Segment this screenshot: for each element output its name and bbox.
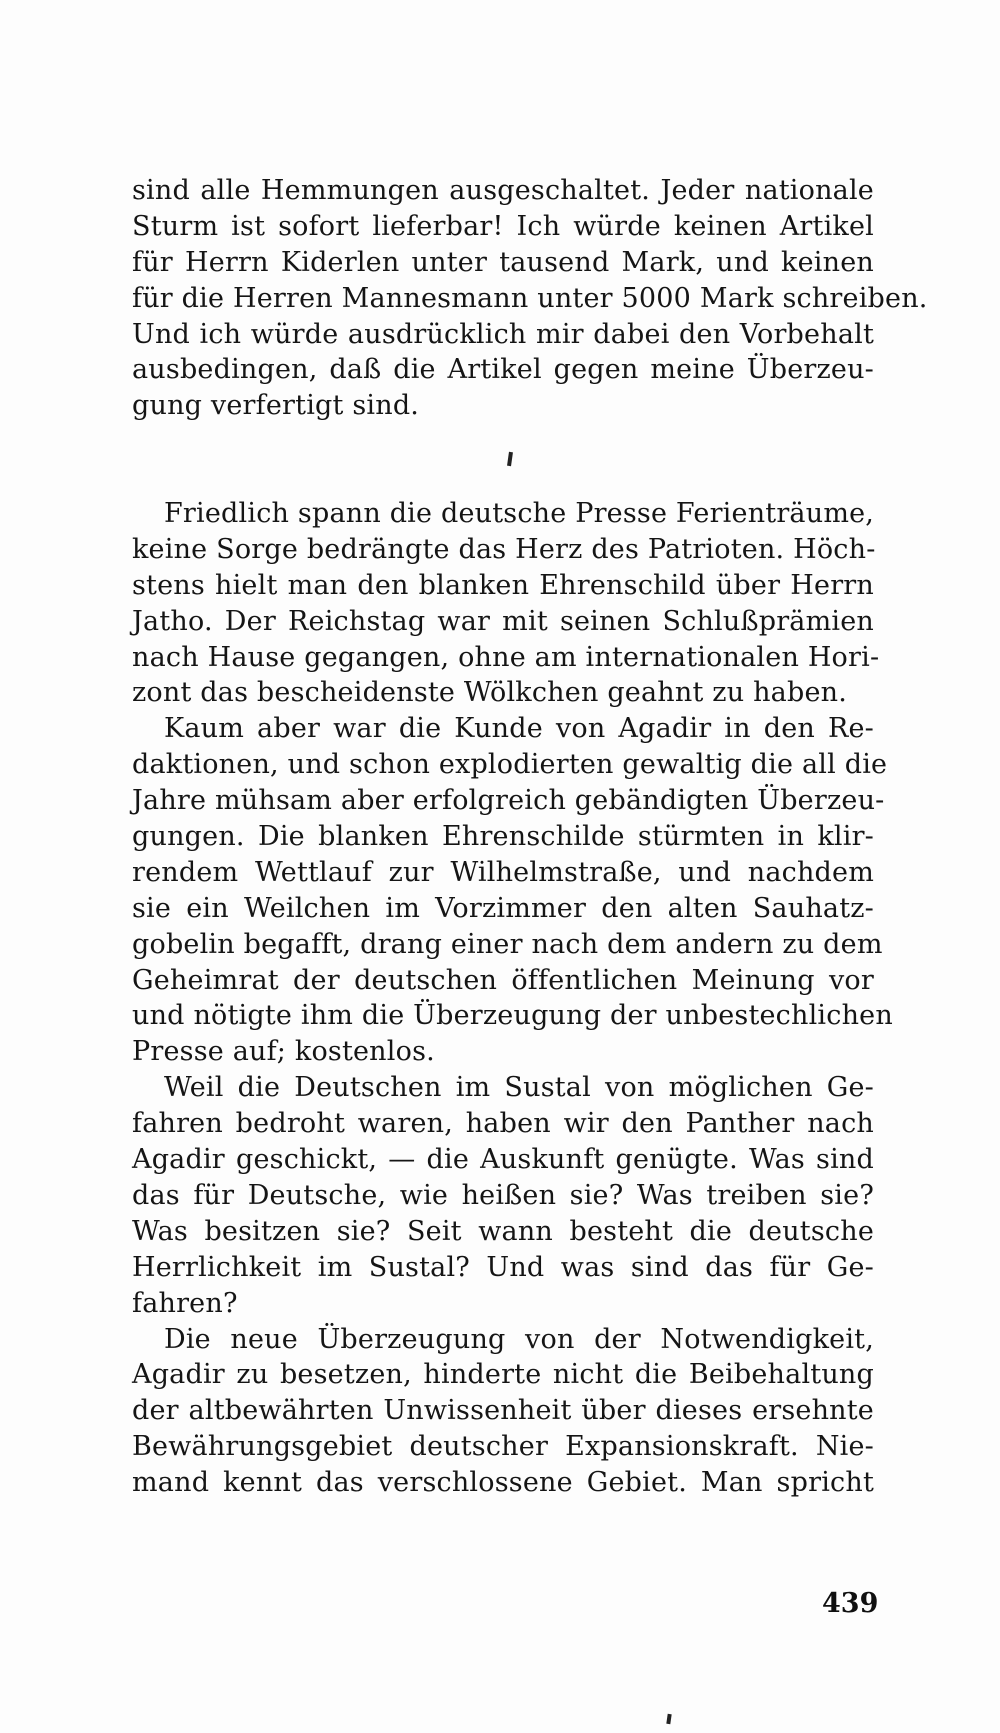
text-line: gobelin begafft, drang einer nach dem andern zu dem xyxy=(132,928,883,960)
text-line: Agadir zu besetzen, hinderte nicht die Beibehaltung xyxy=(132,1359,874,1391)
text-line: keine Sorge bedrängte das Herz des Patrioten. Höch- xyxy=(132,533,876,565)
text-line: Presse auf; kostenlos. xyxy=(132,1036,435,1068)
page-number: 439 xyxy=(822,1588,879,1619)
text-line: Was besitzen sie? Seit wann besteht die deutsche xyxy=(132,1215,874,1247)
text-line: stens hielt man den blanken Ehrenschild über Herrn xyxy=(132,569,874,601)
paragraph-start-line: Die neue Überzeugung von der Notwendigkeit, xyxy=(164,1323,874,1355)
paragraph-start-line: Friedlich spann die deutsche Presse Ferienträume, xyxy=(164,498,875,530)
blank-line xyxy=(132,424,874,460)
text-line: Geheimrat der deutschen öffentlichen Meinung vor xyxy=(132,964,874,996)
text-line: Jahre mühsam aber erfolgreich gebändigten Überzeu- xyxy=(132,785,885,817)
text-line: rendem Wettlauf zur Wilhelmstraße, und nachdem xyxy=(132,856,874,888)
text-line: Bewährungsgebiet deutscher Expansionskraft. Nie- xyxy=(132,1431,874,1463)
text-line: der altbewährten Unwissenheit über dieses ersehnte xyxy=(132,1395,874,1427)
text-line: Sturm ist sofort lieferbar! Ich würde keinen Artikel xyxy=(132,210,874,242)
text-line: fahren bedroht waren, haben wir den Panther nach xyxy=(132,1108,874,1140)
page-text-block xyxy=(132,173,928,1501)
text-line: daktionen, und schon explodierten gewaltig die all die xyxy=(132,749,888,781)
text-line: Jatho. Der Reichstag war mit seinen Schlußprämien xyxy=(132,605,874,637)
text-line: Und ich würde ausdrücklich mir dabei den Vorbehalt xyxy=(132,318,874,350)
ink-fleck xyxy=(666,1714,671,1724)
text-line: fahren? xyxy=(132,1287,238,1319)
text-line: für Herrn Kiderlen unter tausend Mark, und keinen xyxy=(132,246,874,278)
text-line: ausbedingen, daß die Artikel gegen meine Überzeu- xyxy=(132,354,874,386)
text-line: sie ein Weilchen im Vorzimmer den alten Sauhatz- xyxy=(132,892,874,924)
text-line: zont das bescheidenste Wölkchen geahnt zu haben. xyxy=(132,677,848,709)
text-line: Herrlichkeit im Sustal? Und was sind das für Ge- xyxy=(132,1251,874,1283)
text-line: mand kennt das verschlossene Gebiet. Man spricht xyxy=(132,1467,874,1499)
text-line: das für Deutsche, wie heißen sie? Was treiben sie? xyxy=(132,1179,874,1211)
blank-line xyxy=(132,460,874,496)
paragraph-start-line: Weil die Deutschen im Sustal von möglichen Ge- xyxy=(164,1072,874,1104)
text-line: Agadir geschickt, — die Auskunft genügte. Was sind xyxy=(132,1144,874,1176)
paragraph-start-line: Kaum aber war die Kunde von Agadir in den Re- xyxy=(164,713,874,745)
text-line: gungen. Die blanken Ehrenschilde stürmten in klir- xyxy=(132,821,874,853)
text-line: gung verfertigt sind. xyxy=(132,390,420,422)
text-line: und nötigte ihm die Überzeugung der unbestechlichen xyxy=(132,1000,893,1032)
text-line: nach Hause gegangen, ohne am internationalen Hori- xyxy=(132,641,880,673)
text-line: für die Herren Mannesmann unter 5000 Mark schreiben. xyxy=(132,282,928,314)
text-line: sind alle Hemmungen ausgeschaltet. Jeder nationale xyxy=(132,175,874,206)
